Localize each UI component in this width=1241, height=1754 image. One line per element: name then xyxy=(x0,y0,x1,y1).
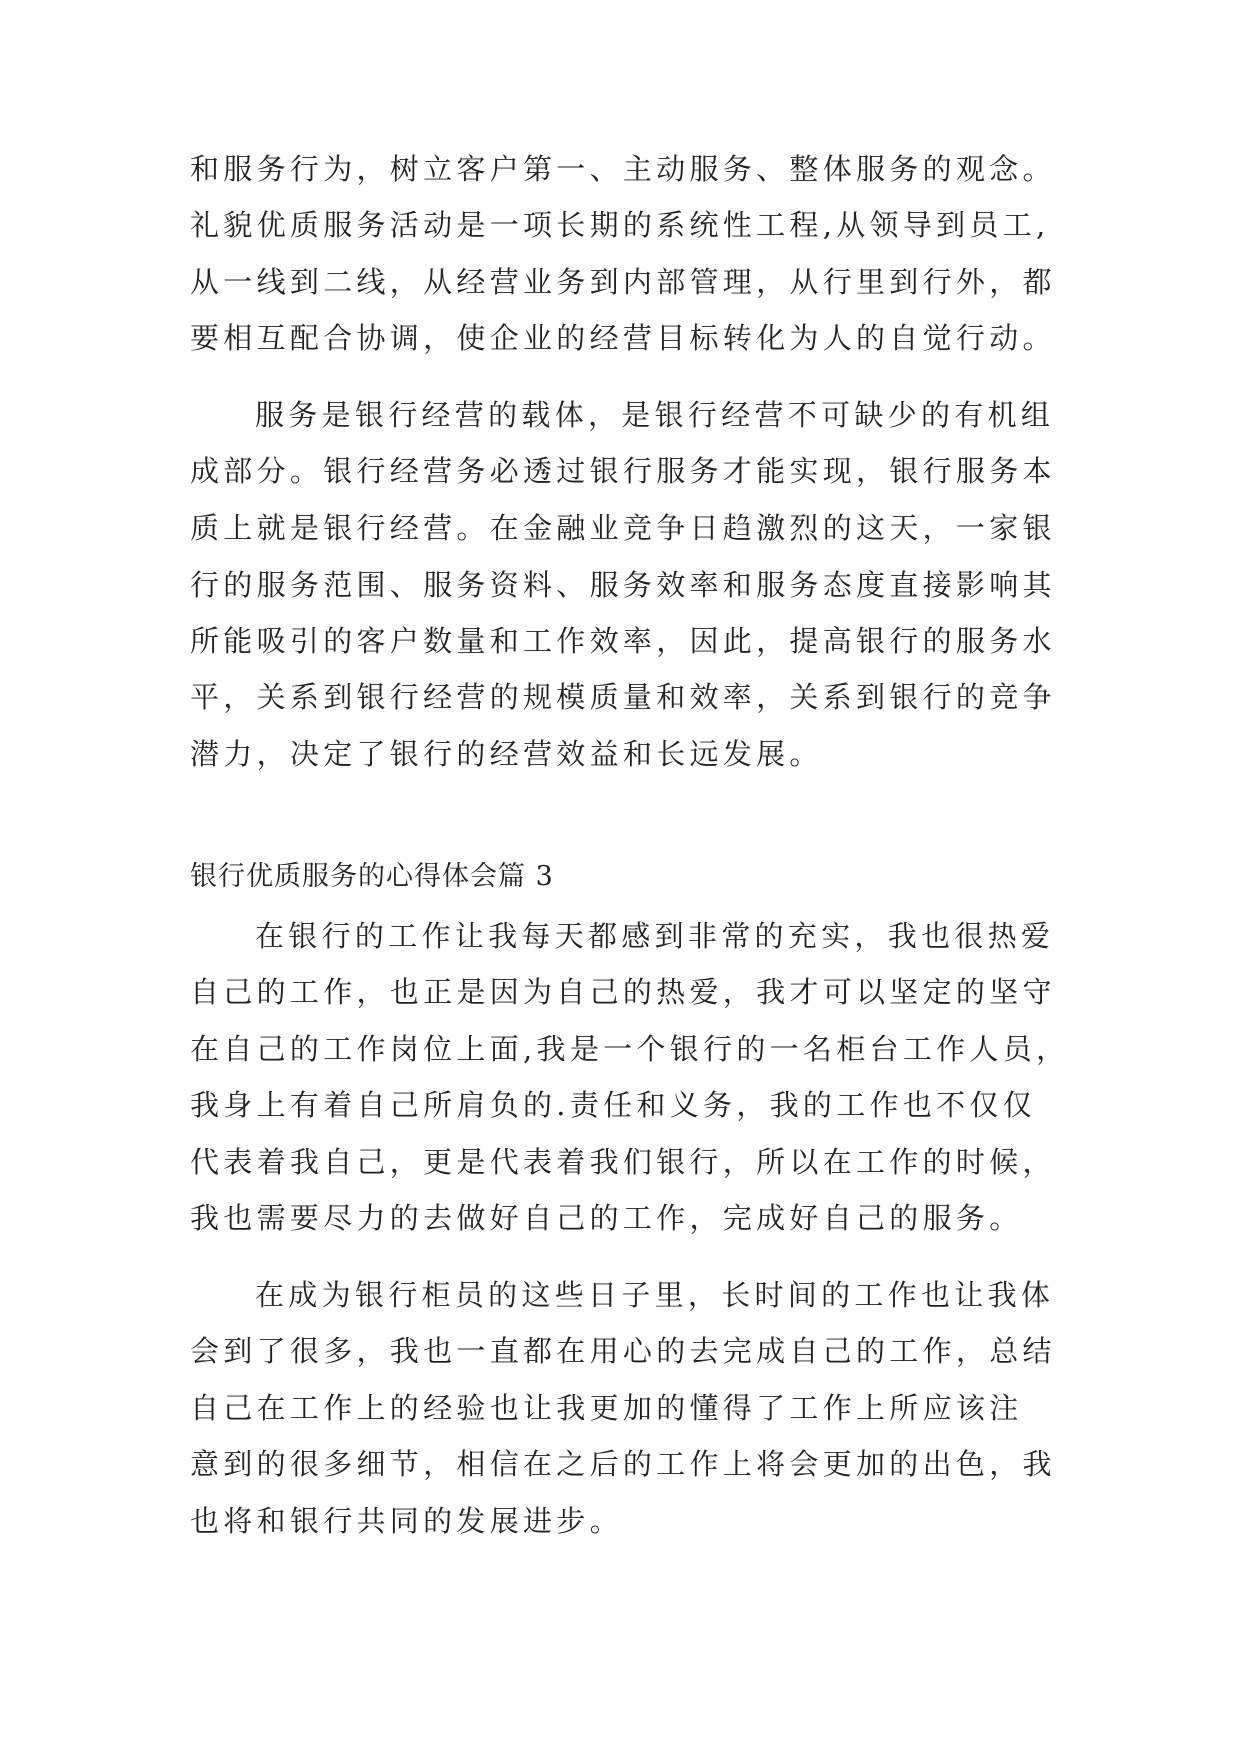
paragraph-line: 意到的很多细节，相信在之后的工作上将会更加的出色，我 xyxy=(190,1447,1056,1481)
paragraph-line: 在银行的工作让我每天都感到非常的充实，我也很热爱 xyxy=(255,919,1055,953)
paragraph-line: 礼貌优质服务活动是一项长期的系统性工程,从领导到员工, xyxy=(190,208,1050,242)
paragraph-line: 从一线到二线，从经营业务到内部管理，从行里到行外，都 xyxy=(190,265,1056,299)
paragraph-line: 所能吸引的客户数量和工作效率，因此，提高银行的服务水 xyxy=(190,624,1056,658)
paragraph-line: 质上就是银行经营。在金融业竞争日趋激烈的这天，一家银 xyxy=(190,511,1056,545)
paragraph-line: 成部分。银行经营务必透过银行服务才能实现，银行服务本 xyxy=(190,454,1056,488)
paragraph-line: 会到了很多，我也一直都在用心的去完成自己的工作，总结 xyxy=(190,1334,1056,1368)
section-heading: 银行优质服务的心得体会篇 3 xyxy=(190,861,554,892)
paragraph-line: 要相互配合协调，使企业的经营目标转化为人的自觉行动。 xyxy=(190,321,1056,355)
paragraph-line: 也将和银行共同的发展进步。 xyxy=(190,1504,623,1538)
paragraph-line: 我也需要尽力的去做好自己的工作，完成好自己的服务。 xyxy=(190,1201,1023,1235)
paragraph-line: 在自己的工作岗位上面,我是一个银行的一名柜台工作人员， xyxy=(190,1032,1070,1066)
paragraph-line: 我身上有着自己所肩负的.责任和义务，我的工作也不仅仅 xyxy=(190,1088,1037,1122)
paragraph-line: 服务是银行经营的载体，是银行经营不可缺少的有机组 xyxy=(255,398,1055,432)
paragraph-line: 潜力，决定了银行的经营效益和长远发展。 xyxy=(190,737,823,771)
paragraph-line: 在成为银行柜员的这些日子里，长时间的工作也让我体 xyxy=(255,1278,1055,1312)
paragraph-line: 行的服务范围、服务资料、服务效率和服务态度直接影响其 xyxy=(190,568,1056,602)
paragraph-line: 平，关系到银行经营的规模质量和效率，关系到银行的竞争 xyxy=(190,680,1056,714)
paragraph-line: 自己在工作上的经验也让我更加的懂得了工作上所应该注 xyxy=(190,1391,1023,1425)
paragraph-line: 和服务行为，树立客户第一、主动服务、整体服务的观念。 xyxy=(190,152,1056,186)
paragraph-line: 自己的工作，也正是因为自己的热爱，我才可以坚定的坚守 xyxy=(190,975,1056,1009)
paragraph-line: 代表着我自己，更是代表着我们银行，所以在工作的时候， xyxy=(190,1145,1056,1179)
